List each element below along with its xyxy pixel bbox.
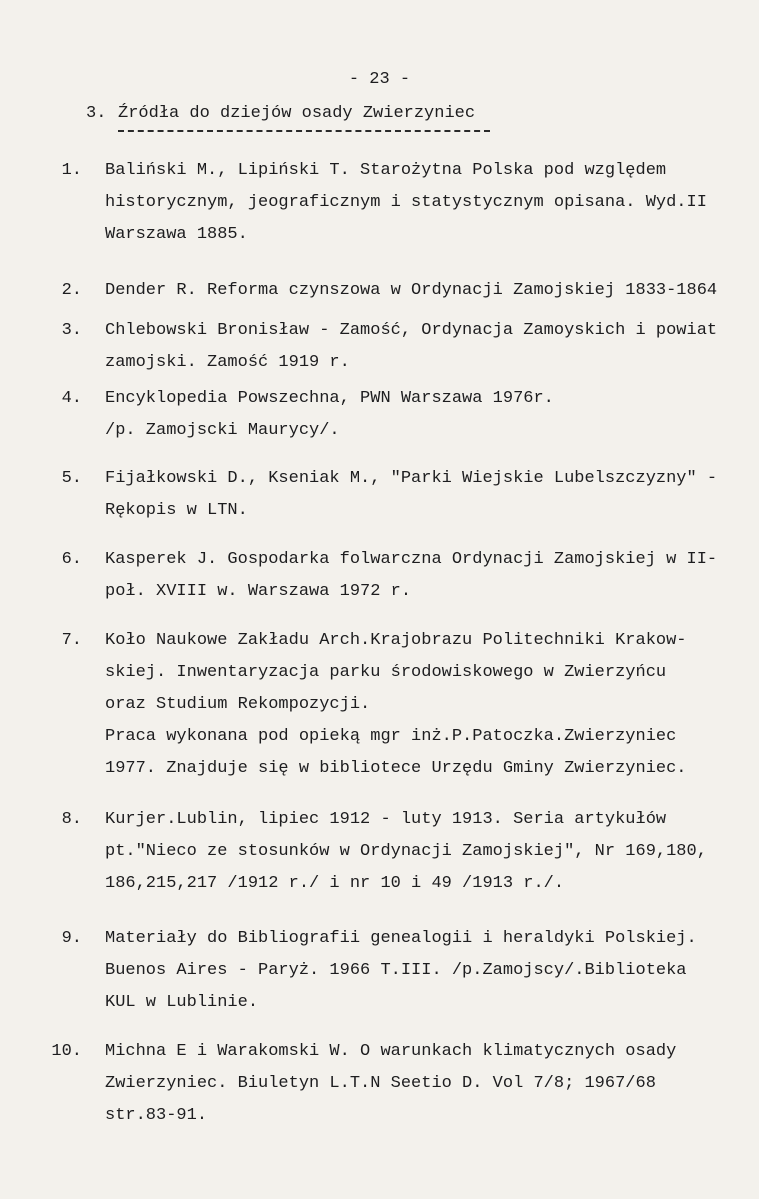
entry-line: Kurjer.Lublin, lipiec 1912 - luty 1913. Seria artykułów [105,810,667,829]
entry-line: Praca wykonana pod opieką mgr inż.P.Patoczka.Zwierzyniec [105,727,677,746]
entry-line: Buenos Aires - Paryż. 1966 T.III. /p.Zamojscy/.Biblioteka [105,961,687,980]
entry-line: Fijałkowski D., Kseniak M., "Parki Wiejskie Lubelszczyzny" - [105,469,718,488]
entry-text [105,1036,755,1132]
entry-text [105,804,755,900]
entry-text [105,463,755,527]
entry-line: KUL w Lublinie. [105,993,259,1012]
entry-line: skiej. Inwentaryzacja parku środowiskowego w Zwierzyńcu [105,663,667,682]
entry-line: /p. Zamojscki Maurycy/. [105,421,340,440]
entry-line: zamojski. Zamość 1919 r. [105,353,350,372]
entry-number: 10. [51,1042,82,1061]
section-underline [118,130,490,132]
entry-line: oraz Studium Rekompozycji. [105,695,371,714]
entry-line: Baliński M., Lipiński T. Starożytna Polska pod względem [105,161,667,180]
entry-line: Materiały do Bibliografii genealogii i heraldyki Polskiej. [105,929,697,948]
entry-line: pt."Nieco ze stosunków w Ordynacji Zamojskiej", Nr 169,180, [105,842,707,861]
entry-line: str.83-91. [105,1106,208,1125]
entry-line: Michna E i Warakomski W. O warunkach klimatycznych osady [105,1042,677,1061]
entry-line: 1977. Znajduje się w bibliotece Urzędu Gminy Zwierzyniec. [105,759,687,778]
entry-line: historycznym, jeograficznym i statystycznym opisana. Wyd.II [105,193,707,212]
entry-line: poł. XVIII w. Warszawa 1972 r. [105,582,412,601]
entry-text [105,315,755,379]
section-heading [86,104,475,123]
entry-line: Koło Naukowe Zakładu Arch.Krajobrazu Politechniki Krakow- [105,631,687,650]
entry-number: 6. [61,550,82,569]
entry-line: Rękopis w LTN. [105,501,248,520]
section-title: Źródła do dziejów osady Zwierzyniec [118,104,476,123]
entry-text [105,275,755,307]
entry-number: 5. [61,469,82,488]
page-number: - 23 - [348,70,411,89]
entry-line: Kasperek J. Gospodarka folwarczna Ordynacji Zamojskiej w II- [105,550,718,569]
entry-line: Dender R. Reforma czynszowa w Ordynacji Zamojskiej 1833-1864 [105,281,718,300]
entry-line: Chlebowski Bronisław - Zamość, Ordynacja Zamoyskich i powiat [105,321,718,340]
entry-text [105,625,755,785]
entry-number: 9. [61,929,82,948]
entry-number: 3. [61,321,82,340]
entry-text [105,544,755,608]
entry-line: Zwierzyniec. Biuletyn L.T.N Seetio D. Vol 7/8; 1967/68 [105,1074,656,1093]
entry-number: 7. [61,631,82,650]
entry-text [105,383,755,447]
entry-number: 8. [61,810,82,829]
entry-text [105,155,755,251]
entry-line: Encyklopedia Powszechna, PWN Warszawa 1976r. [105,389,554,408]
section-number: 3. [86,104,107,123]
entry-text [105,923,755,1019]
entry-line: Warszawa 1885. [105,225,248,244]
entry-line: 186,215,217 /1912 r./ i nr 10 i 49 /1913 r./. [105,874,565,893]
entry-number: 1. [61,161,82,180]
entry-number: 4. [61,389,82,408]
entry-number: 2. [61,281,82,300]
